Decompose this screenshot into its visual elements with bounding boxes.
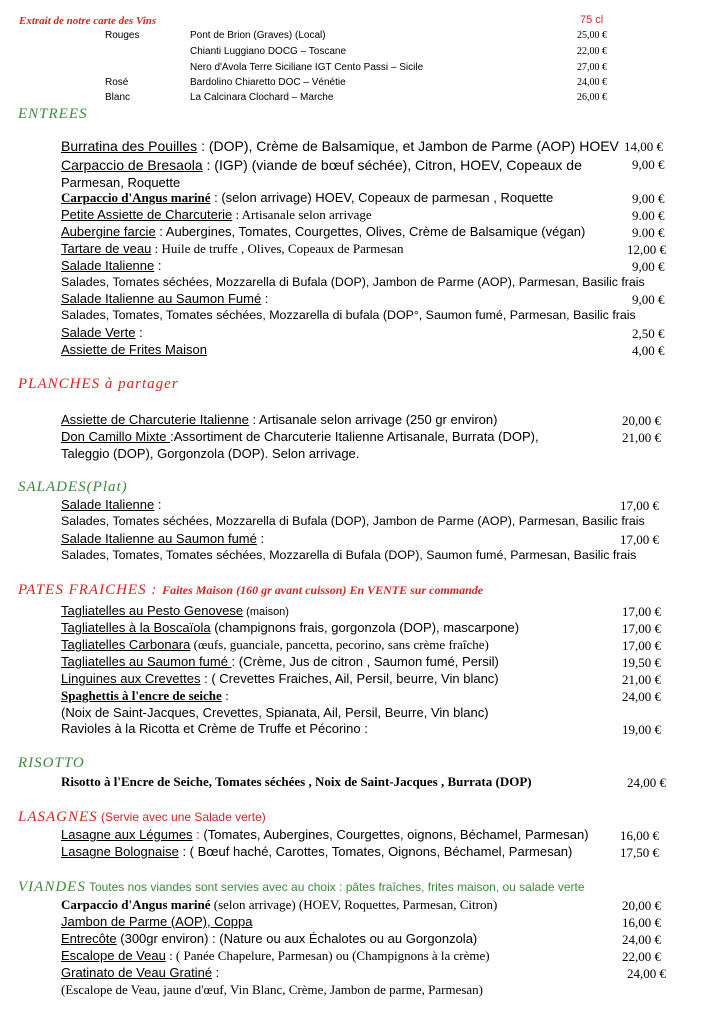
menu-item <box>61 224 585 239</box>
item-name: Linguines aux Crevettes <box>61 671 201 686</box>
item-desc-line2: Salades, Tomates, Tomates séchées, Mozzarella di bufala (DOP°, Saumon fumé, Parmesan, Basilic frais <box>61 308 636 322</box>
section-title-salades: SALADES(Plat) <box>18 479 128 495</box>
item-desc: : ( Bœuf haché, Carottes, Tomates, Oignons, Béchamel, Parmesan) <box>178 844 573 859</box>
item-name: Jambon de Parme (AOP), Coppa <box>61 914 253 929</box>
item-name: Tagliatelles au Pesto Genovese <box>61 603 244 618</box>
item-name: Risotto à l'Encre de Seiche, Tomates séchées , Noix de Saint-Jacques , Burrata (DOP) <box>61 774 532 789</box>
item-desc-line2: Parmesan, Roquette <box>61 175 181 190</box>
menu-item <box>61 429 539 444</box>
item-price: 9.00 € <box>632 208 665 223</box>
item-desc-line2: (Escalope de Veau, jaune d'œuf, Vin Blanc, Crème, Jambon de parme, Parmesan) <box>61 982 484 997</box>
item-desc: : <box>360 721 368 736</box>
item-price: 9,00 € <box>632 191 665 206</box>
item-price: 17,00 € <box>622 604 661 619</box>
item-desc: (300gr environ) : (Nature ou aux Échalotes ou au Gorgonzola) <box>116 931 478 946</box>
wine-name: Pont de Brion (Graves) (Local) <box>190 30 326 41</box>
item-price: 9,00 € <box>632 292 665 307</box>
item-price: 17,00 € <box>622 621 661 636</box>
item-price: 24,00 € <box>627 966 666 981</box>
item-desc: : (selon arrivage) HOEV, Copeaux de parmesan , Roquette <box>210 190 554 205</box>
wine-title: Extrait de notre carte des Vins <box>19 15 157 27</box>
item-price: 9,00 € <box>632 259 665 274</box>
menu-item <box>61 688 229 704</box>
wine-category: Blanc <box>105 92 131 103</box>
item-name: Assiette de Frites Maison <box>61 342 207 357</box>
menu-item <box>61 497 161 512</box>
section-subtitle: (Servie avec une Salade verte) <box>97 810 266 824</box>
wine-name: La Calcinara Clochard – Marche <box>190 92 334 103</box>
menu-item <box>61 897 497 913</box>
item-price: 12,00 € <box>627 242 666 257</box>
wine-category: Rosé <box>105 77 129 88</box>
wine-price: 24,00 € <box>577 77 607 88</box>
item-price: 19,50 € <box>622 655 661 670</box>
item-desc: : <box>135 325 143 340</box>
item-name: Salade Italienne au Saumon fumé <box>61 531 257 546</box>
item-desc: : ( Crevettes Fraiches, Ail, Persil, beurre, Vin blanc) <box>200 671 499 686</box>
item-name: Carpaccio de Bresaola <box>61 157 203 173</box>
wine-price: 22,00 € <box>577 46 607 57</box>
item-desc-line2: Salades, Tomates séchées, Mozzarella di Bufala (DOP), Jambon de Parme (AOP), Parmesan, Basilic frais <box>61 275 645 289</box>
wine-price: 26,00 € <box>577 92 607 103</box>
item-name: Carpaccio d'Angus mariné <box>61 897 211 912</box>
item-price: 24,00 € <box>627 775 666 790</box>
item-name: Salade Verte <box>61 325 136 340</box>
item-desc: : <box>154 497 162 512</box>
menu-item <box>61 721 368 736</box>
item-name: Spaghettis à l'encre de seiche <box>61 688 222 703</box>
menu-item <box>61 827 589 842</box>
item-price: 9.00 € <box>632 225 665 240</box>
item-name: Salade Italienne <box>61 258 155 273</box>
item-name: Aubergine farcie <box>61 224 156 239</box>
item-desc: (selon arrivage) (HOEV, Roquettes, Parmesan, Citron) <box>210 897 498 912</box>
item-price: 19,00 € <box>622 722 661 737</box>
item-name: Lasagne aux Légumes <box>61 827 193 842</box>
menu-item <box>61 258 161 273</box>
item-desc: :Assortiment de Charcuterie Italienne Artisanale, Burrata (DOP), <box>170 429 539 444</box>
item-desc: : Aubergines, Tomates, Courgettes, Olives, Crème de Balsamique (végan) <box>155 224 586 239</box>
item-name: Entrecôte <box>61 931 117 946</box>
item-name: Assiette de Charcuterie Italienne <box>61 412 249 427</box>
item-desc: (Tomates, Aubergines, Courgettes, oignons, Béchamel, Parmesan) <box>203 827 589 842</box>
menu-item <box>61 412 497 427</box>
item-desc: : (DOP), Crème de Balsamique, et Jambon de Parme (AOP) HOEV <box>197 138 619 154</box>
item-desc: : Artisanale selon arrivage <box>232 207 372 222</box>
item-name: Salade Italienne <box>61 497 155 512</box>
menu-item <box>61 138 619 154</box>
section-title-text: VIANDES <box>18 879 86 895</box>
section-title-text: PATES FRAICHES : <box>18 582 163 598</box>
item-name: Lasagne Bolognaise <box>61 844 179 859</box>
item-price: 22,00 € <box>622 949 661 964</box>
menu-item <box>61 948 490 964</box>
item-price: 17,00 € <box>622 638 661 653</box>
item-desc-line2: Taleggio (DOP), Gorgonzola (DOP). Selon arrivage. <box>61 446 360 461</box>
menu-item <box>61 637 489 653</box>
item-desc-line2: (Noix de Saint-Jacques, Crevettes, Spianata, Ail, Persil, Beurre, Vin blanc) <box>61 705 489 720</box>
wine-size-label: 75 cl <box>580 14 604 26</box>
item-price: 14,00 € <box>624 139 663 154</box>
item-name: Don Camillo Mixte <box>61 429 171 444</box>
item-desc: (œufs, guanciale, pancetta, pecorino, sans crème fraîche) <box>190 637 489 652</box>
section-title-planches: PLANCHES à partager <box>18 376 179 392</box>
menu-item <box>61 774 532 790</box>
menu-item <box>61 654 499 669</box>
wine-category: Rouges <box>105 30 140 41</box>
menu-item <box>61 914 252 929</box>
section-title-viandes <box>18 878 585 896</box>
menu-item <box>61 965 219 980</box>
item-price: 4,00 € <box>632 343 665 358</box>
item-name: Carpaccio d'Angus mariné <box>61 190 211 205</box>
section-subtitle: Faites Maison (160 gr avant cuisson) En VENTE sur commande <box>162 583 484 597</box>
item-price: 17,00 € <box>620 498 659 513</box>
item-price: 21,00 € <box>622 672 661 687</box>
item-desc: : (Crème, Jus de citron , Saumon fumé, Persil) <box>231 654 499 669</box>
item-desc: : <box>221 688 229 703</box>
menu-item <box>61 671 499 686</box>
item-price: 24,00 € <box>622 932 661 947</box>
item-desc: (champignons frais, gorgonzola (DOP), mascarpone) <box>210 620 520 635</box>
item-price: 17,50 € <box>620 845 659 860</box>
menu-item <box>61 844 572 859</box>
section-title-text: LASAGNES <box>18 809 98 825</box>
item-price: 17,00 € <box>620 532 659 547</box>
menu-item <box>61 342 207 357</box>
item-price: 16,00 € <box>620 828 659 843</box>
item-name: Burratina des Pouilles <box>61 138 198 154</box>
item-desc: (maison) <box>243 606 289 618</box>
wine-name: Bardolino Chiaretto DOC – Vénétie <box>190 77 346 88</box>
menu-item <box>61 207 372 223</box>
wine-name: Nero d'Avola Terre Siciliane IGT Cento Passi – Sicile <box>190 62 424 73</box>
item-desc: : ( Panée Chapelure, Parmesan) ou (Champignons à la crème) <box>165 948 490 963</box>
item-name: Tartare de veau <box>61 241 152 256</box>
item-name: Ravioles à la Ricotta et Crème de Truffe et Pécorino <box>61 721 361 736</box>
item-name: Tagliatelles au Saumon fumé <box>61 654 232 669</box>
item-price: 2,50 € <box>632 326 665 341</box>
item-desc-accent: : <box>192 827 204 842</box>
section-subtitle: Toutes nos viandes sont servies avec au choix : pâtes fraîches, frites maison, ou salade verte <box>85 880 585 894</box>
item-name: Escalope de Veau <box>61 948 166 963</box>
item-name: Tagliatelles à la Boscaïola <box>61 620 211 635</box>
wine-price: 27,00 € <box>577 62 607 73</box>
wine-price: 25,00 € <box>577 30 607 41</box>
wine-name: Chianti Luggiano DOCG – Toscane <box>190 46 347 57</box>
item-name: Petite Assiette de Charcuterie <box>61 207 233 222</box>
item-name: Salade Italienne au Saumon Fumé <box>61 291 262 306</box>
menu-item <box>61 603 289 618</box>
menu-item <box>61 620 519 635</box>
menu-item <box>61 157 582 173</box>
item-desc: : (IGP) (viande de bœuf séchée), Citron, HOEV, Copeaux de <box>202 157 582 173</box>
item-price: 20,00 € <box>622 413 661 428</box>
menu-item <box>61 325 143 340</box>
item-price: 21,00 € <box>622 430 661 445</box>
item-desc: : <box>256 531 265 546</box>
item-desc: : Huile de truffe , Olives, Copeaux de Parmesan <box>151 241 404 256</box>
item-name: Tagliatelles Carbonara <box>61 637 191 652</box>
menu-item <box>61 190 553 206</box>
section-title-entrees: ENTREES <box>18 106 88 122</box>
section-title-lasagnes <box>18 808 266 826</box>
menu-item <box>61 241 403 257</box>
section-title-pates <box>18 581 483 599</box>
menu-item <box>61 531 264 546</box>
item-price: 16,00 € <box>622 915 661 930</box>
item-desc-line2: Salades, Tomates, Tomates séchées, Mozzarella di Bufala (DOP), Saumon fumé, Parmesan, Basilic frais <box>61 548 637 562</box>
item-desc: : Artisanale selon arrivage (250 gr environ) <box>248 412 498 427</box>
item-name: Gratinato de Veau Gratiné <box>61 965 213 980</box>
item-desc: : <box>261 291 269 306</box>
menu-item <box>61 931 477 946</box>
section-title-risotto: RISOTTO <box>18 755 85 771</box>
item-price: 20,00 € <box>622 898 661 913</box>
item-price: 9,00 € <box>632 157 665 172</box>
item-desc: : <box>154 258 162 273</box>
item-desc: : <box>212 965 220 980</box>
item-desc-line2: Salades, Tomates séchées, Mozzarella di Bufala (DOP), Jambon de Parme (AOP), Parmesan, Basilic frais <box>61 514 645 528</box>
item-price: 24,00 € <box>622 689 661 704</box>
menu-item <box>61 291 268 306</box>
